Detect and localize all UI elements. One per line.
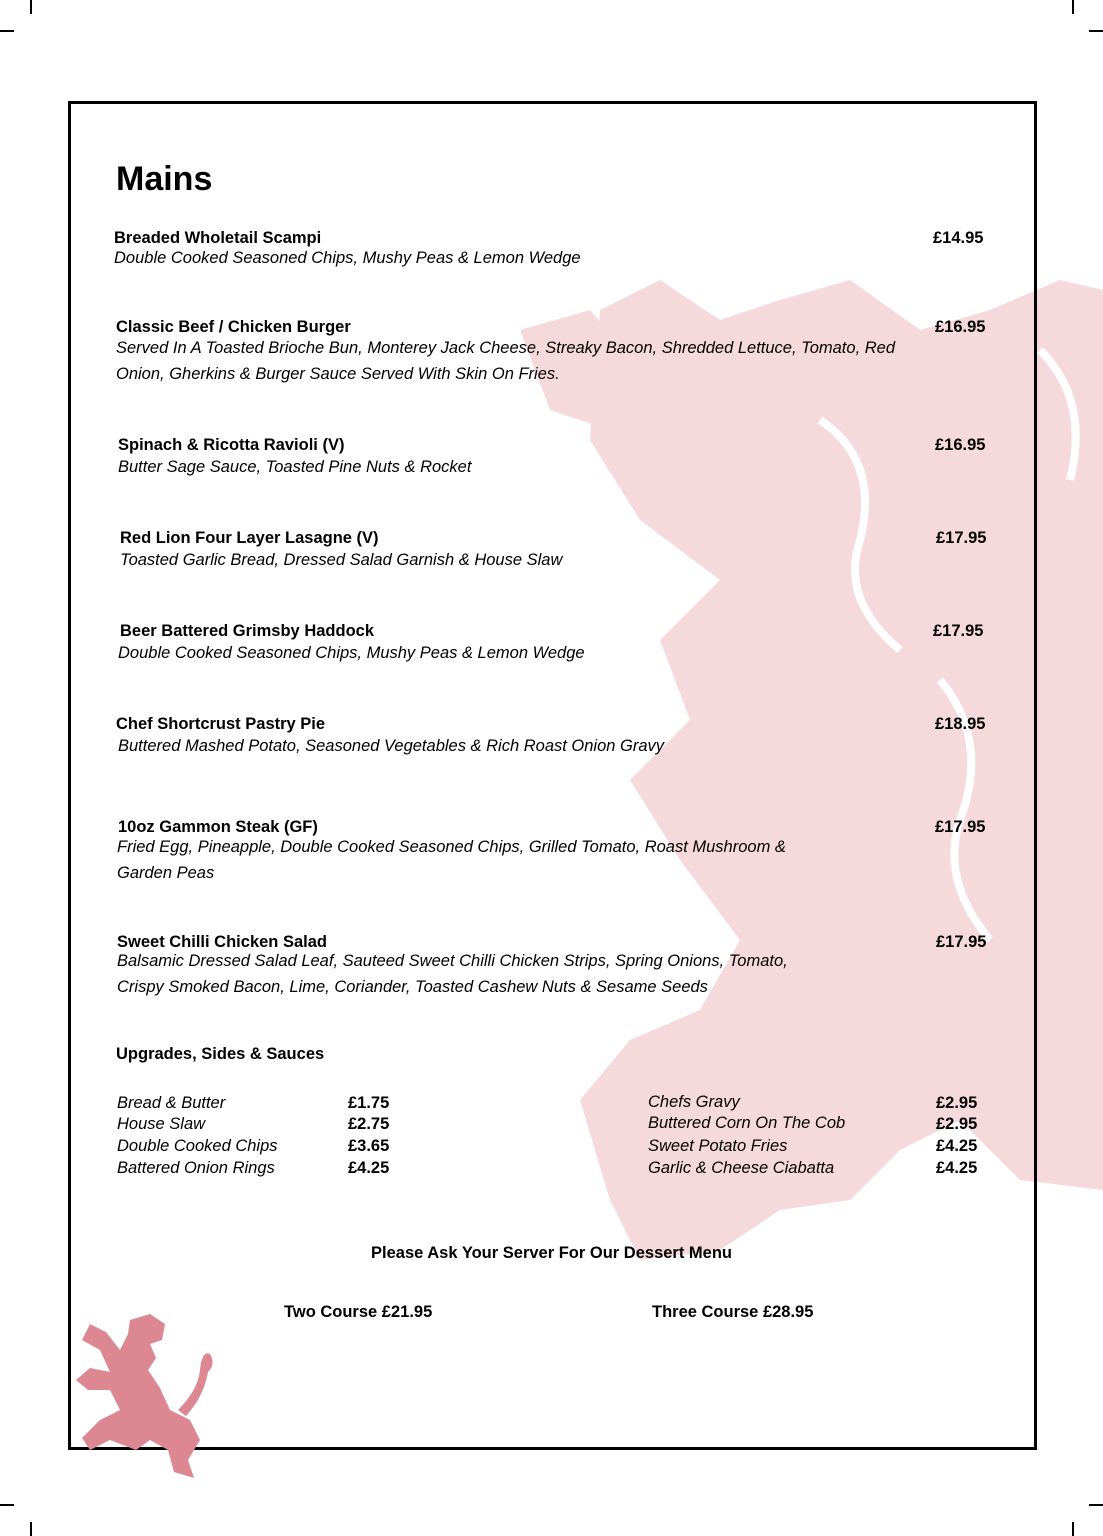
item-name: Breaded Wholetail Scampi xyxy=(114,229,322,247)
item-name: Spinach & Ricotta Ravioli (V) xyxy=(118,436,345,454)
side-price: £3.65 xyxy=(348,1137,390,1155)
crop-mark xyxy=(1072,1522,1074,1536)
crop-mark xyxy=(1089,1504,1103,1506)
side-price: £2.95 xyxy=(936,1115,978,1133)
lion-logo xyxy=(70,1310,220,1480)
side-name: Chefs Gravy xyxy=(648,1093,740,1111)
item-name: 10oz Gammon Steak (GF) xyxy=(118,818,318,836)
item-name: Classic Beef / Chicken Burger xyxy=(116,318,351,336)
side-name: Buttered Corn On The Cob xyxy=(648,1114,846,1132)
side-name: Garlic & Cheese Ciabatta xyxy=(648,1159,835,1177)
page-title: Mains xyxy=(116,160,213,198)
item-name: Chef Shortcrust Pastry Pie xyxy=(116,715,326,733)
item-description: Balsamic Dressed Salad Leaf, Sauteed Sweet Chilli Chicken Strips, Spring Onions, Tomato, Crispy Smoked Bacon, Lime, Coriander, Toasted Cashew Nuts & Sesame Seeds xyxy=(117,952,788,996)
item-description: Double Cooked Seasoned Chips, Mushy Peas & Lemon Wedge xyxy=(114,249,581,267)
crop-mark xyxy=(30,0,32,14)
item-description: Double Cooked Seasoned Chips, Mushy Peas & Lemon Wedge xyxy=(118,644,585,662)
side-price: £4.25 xyxy=(348,1159,390,1177)
side-name: Bread & Butter xyxy=(117,1094,226,1112)
side-name: Sweet Potato Fries xyxy=(648,1137,788,1155)
crop-mark xyxy=(1072,0,1074,14)
item-price: £17.95 xyxy=(936,933,987,951)
item-name: Beer Battered Grimsby Haddock xyxy=(120,622,375,640)
item-price: £18.95 xyxy=(935,715,986,733)
item-price: £16.95 xyxy=(935,318,986,336)
item-name: Sweet Chilli Chicken Salad xyxy=(117,933,327,951)
side-price: £4.25 xyxy=(936,1137,978,1155)
item-description: Toasted Garlic Bread, Dressed Salad Garnish & House Slaw xyxy=(120,551,563,569)
item-name: Red Lion Four Layer Lasagne (V) xyxy=(120,529,379,547)
item-price: £14.95 xyxy=(933,229,984,247)
three-course-offer: Three Course £28.95 xyxy=(652,1303,814,1321)
sides-heading: Upgrades, Sides & Sauces xyxy=(116,1045,325,1063)
item-price: £17.95 xyxy=(935,818,986,836)
item-description: Served In A Toasted Brioche Bun, Monterey Jack Cheese, Streaky Bacon, Shredded Lettuce, Tomato, Red Onion, Gherkins & Burger Sauce Served With Skin On Fries. xyxy=(116,339,896,383)
side-price: £1.75 xyxy=(348,1094,390,1112)
item-description: Buttered Mashed Potato, Seasoned Vegetables & Rich Roast Onion Gravy xyxy=(118,737,665,755)
crop-mark xyxy=(0,1504,14,1506)
side-price: £4.25 xyxy=(936,1159,978,1177)
item-description: Fried Egg, Pineapple, Double Cooked Seasoned Chips, Grilled Tomato, Roast Mushroom & Garden Peas xyxy=(117,838,786,882)
item-price: £16.95 xyxy=(935,436,986,454)
item-price: £17.95 xyxy=(933,622,984,640)
side-name: Battered Onion Rings xyxy=(117,1159,275,1177)
side-price: £2.75 xyxy=(348,1115,390,1133)
two-course-offer: Two Course £21.95 xyxy=(284,1303,433,1321)
item-description: Butter Sage Sauce, Toasted Pine Nuts & Rocket xyxy=(118,458,472,476)
side-name: House Slaw xyxy=(117,1115,206,1133)
dessert-note: Please Ask Your Server For Our Dessert Menu xyxy=(371,1244,733,1262)
side-name: Double Cooked Chips xyxy=(117,1137,278,1155)
crop-mark xyxy=(30,1522,32,1536)
item-price: £17.95 xyxy=(936,529,987,547)
crop-mark xyxy=(0,30,14,32)
crop-mark xyxy=(1089,30,1103,32)
side-price: £2.95 xyxy=(936,1094,978,1112)
